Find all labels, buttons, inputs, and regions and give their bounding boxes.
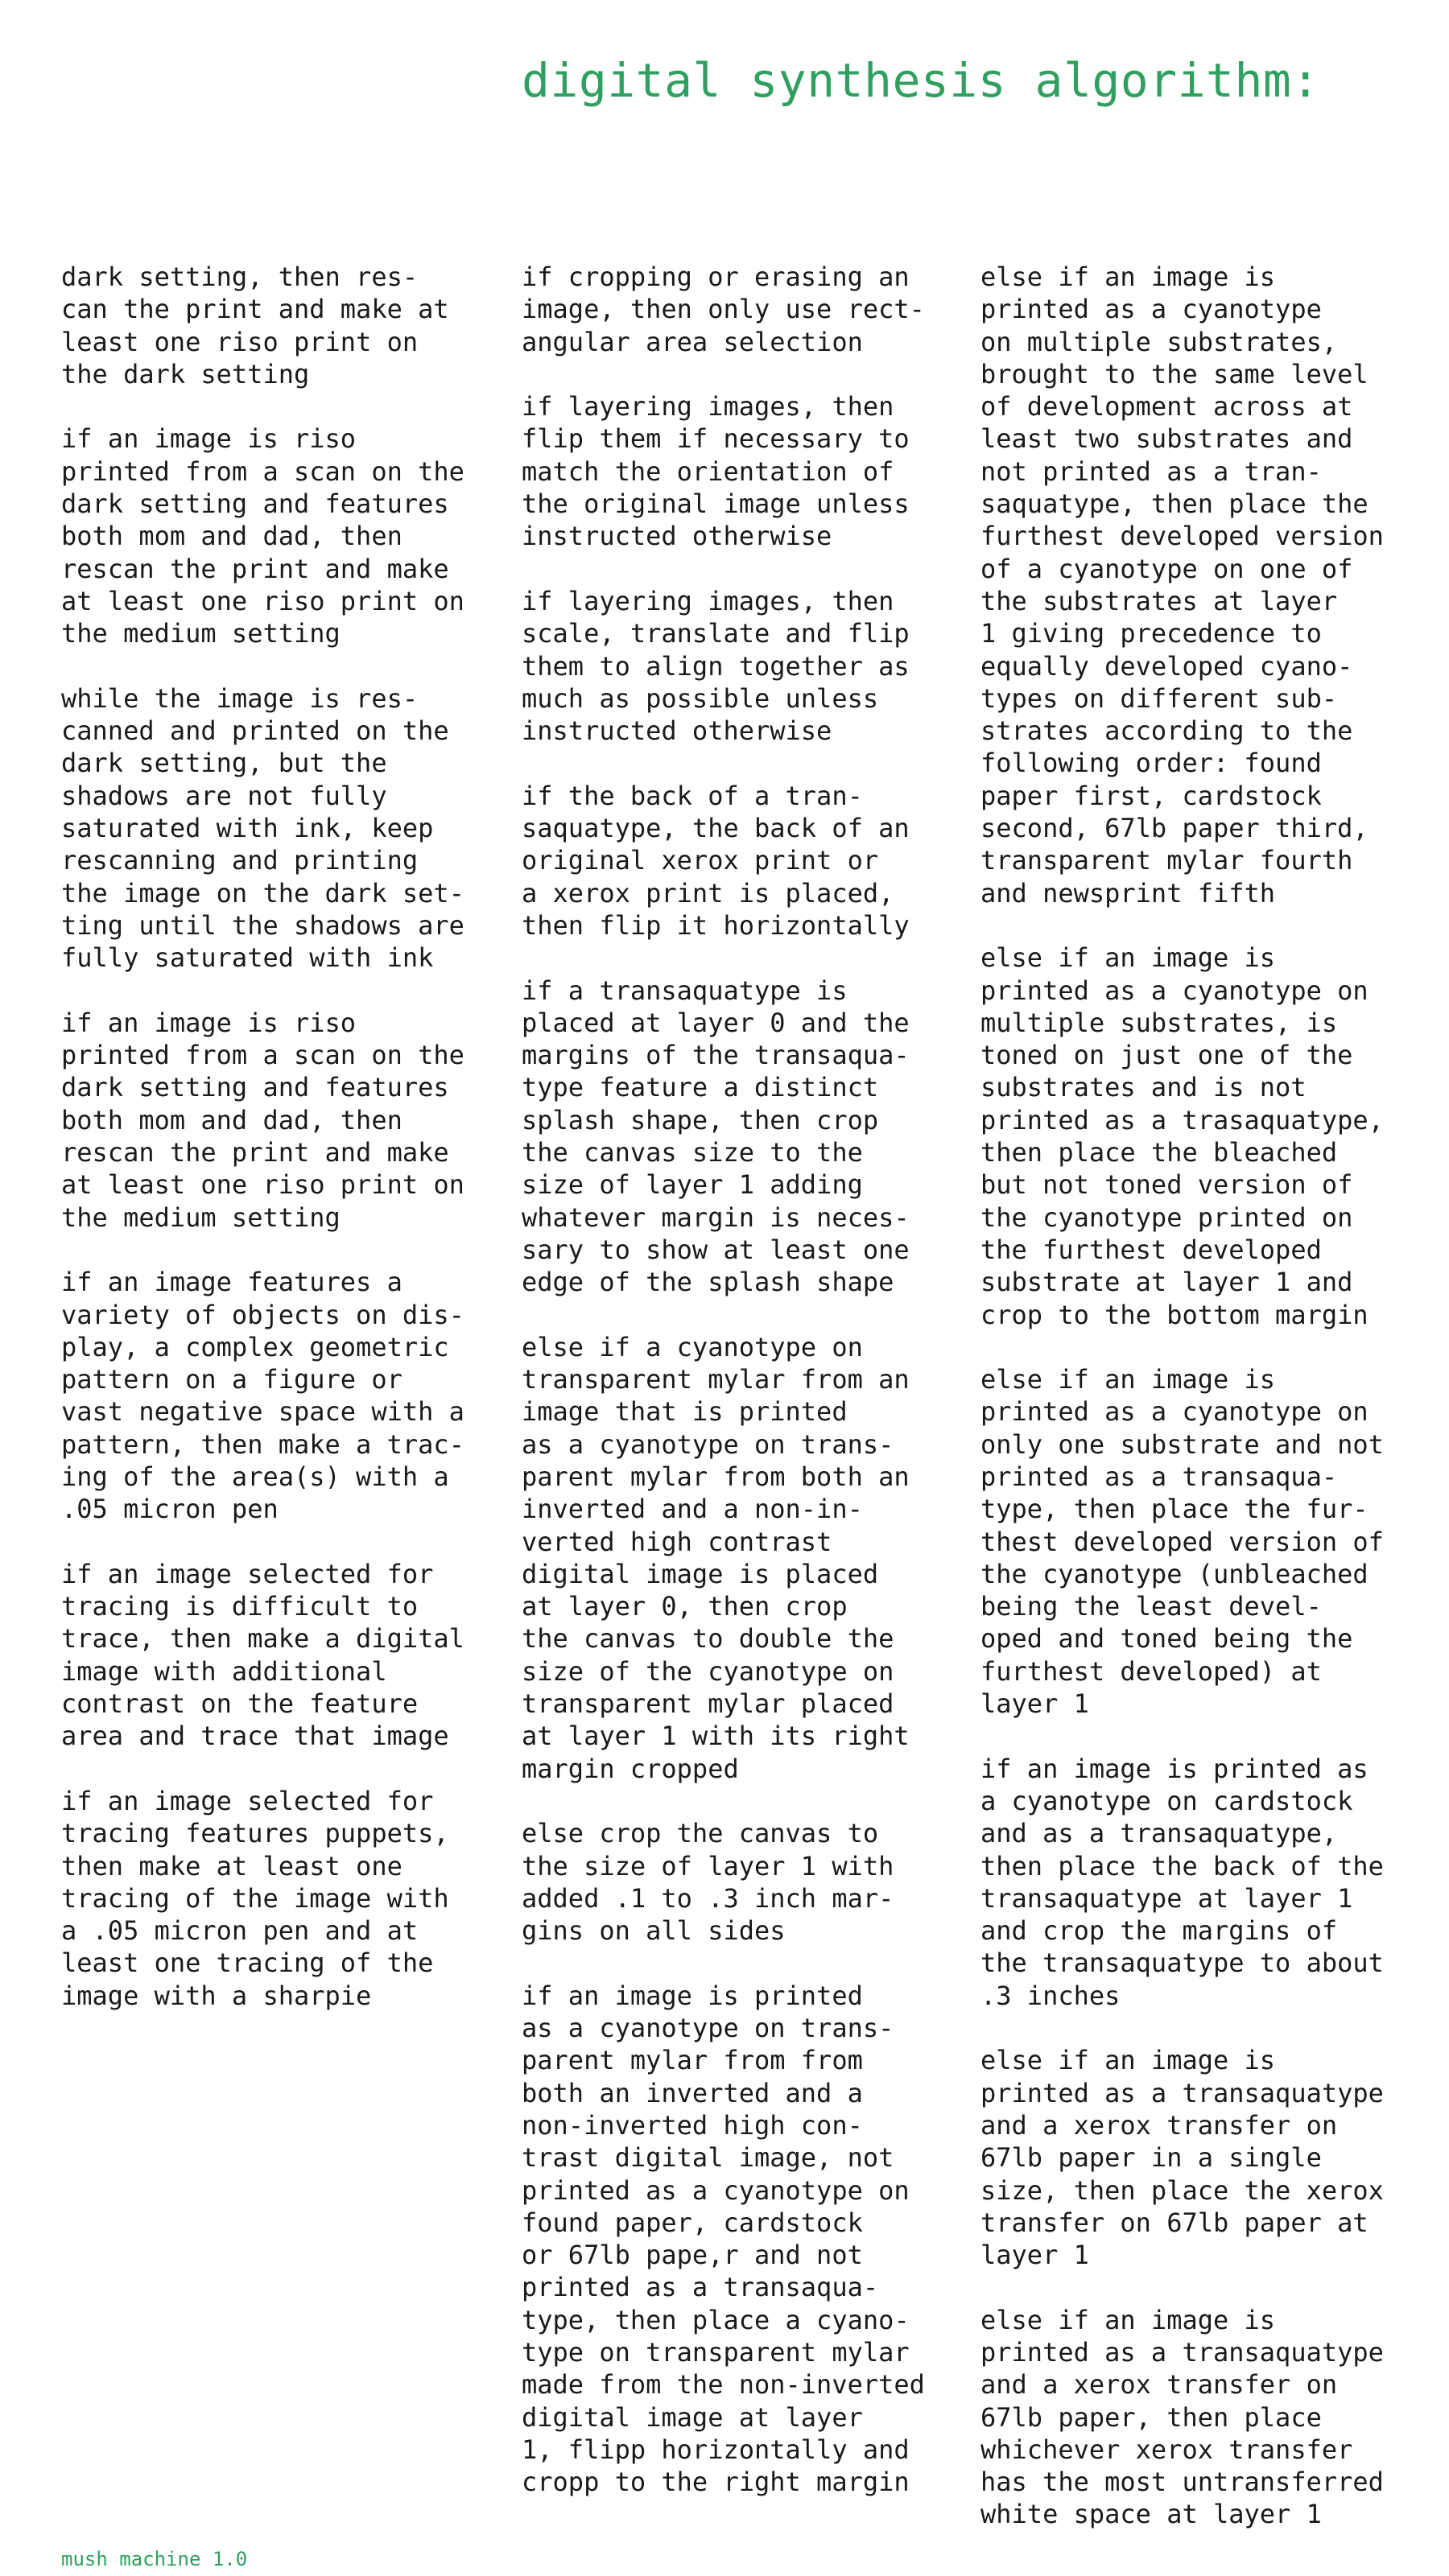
paragraph: else if an image is printed as a transaquatype and a xerox transfer on 67lb paper, then place whichever xerox transfer has the most untransferred white space at layer 1 xyxy=(980,2304,1384,2530)
paragraph: if an image features a variety of objects on dis- play, a complex geometric pattern on a figure or vast negative space with a pattern, then make a trac- ing of the area(s) with a .05 micron pen xyxy=(61,1267,464,1525)
paragraph: if an image is riso printed from a scan on the dark setting and features both mom and dad, then rescan the print and make at least one riso print on the medium setting xyxy=(61,1007,464,1233)
paragraph: if the back of a tran- saquatype, the back of an original xerox print or a xerox print is placed, then flip it horizontally xyxy=(522,780,910,941)
paragraph: if layering images, then flip them if necessary to match the orientation of the original image unless instructed otherwise xyxy=(522,391,910,552)
paragraph: else crop the canvas to the size of layer 1 with added .1 to .3 inch mar- gins on all sides xyxy=(522,1818,894,1947)
paragraph: while the image is res- canned and printed on the dark setting, but the shadows are not fully saturated with ink, keep rescanning and printing the image on the dark set- ting until the shadows are fully saturated with ink xyxy=(61,682,464,974)
text-column-1 xyxy=(61,261,496,2044)
paragraph: if an image is printed as a cyanotype on cardstock and as a transaquatype, then place the back of the transaquatype at layer 1 and crop the margins of the transaquatype to about .3 inches xyxy=(980,1753,1384,2011)
paragraph: else if a cyanotype on transparent mylar from an image that is printed as a cyanotype on trans- parent mylar from both an inverted and a non-in- verted high contrast digital image is placed at layer 0, then crop the canvas to double the size of the cyanotype on transparent mylar placed at layer 1 with its right margin cropped xyxy=(522,1331,910,1784)
paragraph: if layering images, then scale, translate and flip them to align together as much as possible unless instructed otherwise xyxy=(522,585,910,747)
paragraph: dark setting, then res- can the print and make at least one riso print on the dark setting xyxy=(61,262,449,389)
text-column-2 xyxy=(522,261,956,2531)
text-column-3 xyxy=(980,261,1415,2563)
paragraph: else if an image is printed as a transaquatype and a xerox transfer on 67lb paper in a single size, then place the xerox transfer on 67lb paper at layer 1 xyxy=(980,2045,1384,2271)
paragraph: else if an image is printed as a cyanotype on multiple substrates, is toned on just one of the substrates and is not printed as a trasaquatype, then place the bleached but not toned version of the cyanotype printed on the furthest developed substrate at layer 1 and crop to the bottom margin xyxy=(980,942,1384,1330)
page-title: digital synthesis algorithm: xyxy=(522,53,1320,108)
footer-label: mush machine 1.0 xyxy=(61,2548,248,2570)
paragraph: if an image is riso printed from a scan on the dark setting and features both mom and dad, then rescan the print and make at least one riso print on the medium setting xyxy=(61,423,464,649)
paragraph: if an image selected for tracing features puppets, then make at least one tracing of the image with a .05 micron pen and at least one tracing of the image with a sharpie xyxy=(61,1785,449,2011)
paragraph: else if an image is printed as a cyanotype on multiple substrates, brought to the same level of development across at least two substrates and not printed as a tran- saquatype, then place the furthest developed version of a cyanotype on one of the substrates at layer 1 giving precedence to equally developed cyano- types on different sub- strates according to the following order: found paper first, cardstock second, 67lb paper third, transparent mylar fourth and newsprint fifth xyxy=(980,262,1384,909)
paragraph: if a transaquatype is placed at layer 0 and the margins of the transaqua- type feature a distinct splash shape, then crop the canvas size to the size of layer 1 adding whatever margin is neces- sary to show at least one edge of the splash shape xyxy=(522,975,910,1298)
paragraph: else if an image is printed as a cyanotype on only one substrate and not printed as a transaqua- type, then place the fur- thest developed version of the cyanotype (unbleached being the least devel- oped and toned being the furthest developed) at layer 1 xyxy=(980,1364,1384,1720)
paragraph: if an image is printed as a cyanotype on trans- parent mylar from from both an inverted and a non-inverted high con- trast digital image, not printed as a cyanotype on found paper, cardstock or 67lb pape,r and not printed as a transaqua- type, then place a cyano- type on transparent mylar made from the non-inverted digital image at layer 1, flipp horizontally and cropp to the right margin xyxy=(522,1980,925,2498)
paragraph: if an image selected for tracing is difficult to trace, then make a digital image with additional contrast on the feature area and trace that image xyxy=(61,1558,464,1752)
paragraph: if cropping or erasing an image, then only use rect- angular area selection xyxy=(522,262,925,357)
